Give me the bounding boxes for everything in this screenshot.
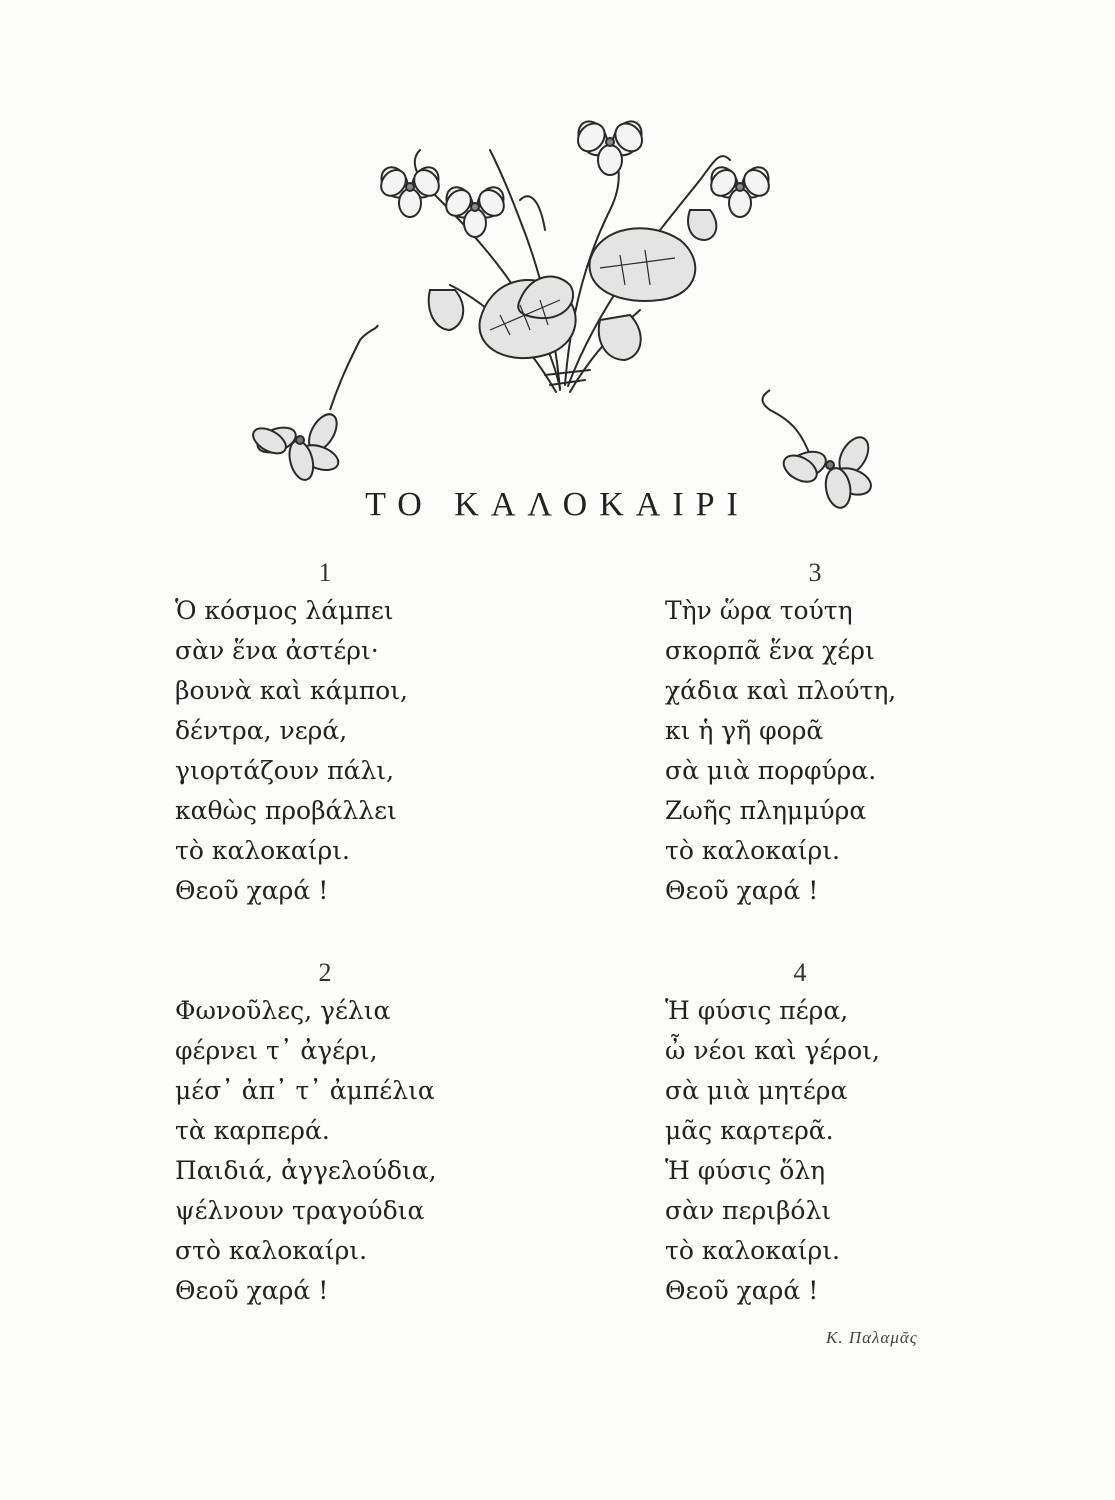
- verse-lines: [665, 591, 985, 911]
- verse-line: κι ἡ γῆ φορᾶ: [665, 716, 824, 745]
- verse-line: Θεοῦ χαρά !: [175, 876, 329, 905]
- stanza-number: 2: [318, 958, 332, 987]
- verse-lines: [175, 591, 495, 911]
- verse-line: Φωνοῦλες, γέλια: [175, 996, 391, 1025]
- stanza-number: 4: [793, 958, 807, 987]
- verse-line: σὰ μιὰ μητέρα: [665, 1076, 848, 1105]
- stanza: [175, 555, 495, 911]
- verse-line: σὰν ἕνα ἀστέρι·: [175, 636, 379, 665]
- verse-line: Παιδιά, ἀγγελούδια,: [175, 1156, 437, 1185]
- verse-line: μέσ᾽ ἀπ᾽ τ᾽ ἀμπέλια: [175, 1076, 435, 1105]
- verse-line: βουνὰ καὶ κάμποι,: [175, 676, 408, 705]
- stanza-number: 1: [318, 558, 332, 587]
- verse-line: Θεοῦ χαρά !: [665, 1276, 819, 1305]
- verse-line: στὸ καλοκαίρι.: [175, 1236, 368, 1265]
- verse-line: γιορτάζουν πάλι,: [175, 756, 395, 785]
- verse-line: Θεοῦ χαρά !: [665, 876, 819, 905]
- stanza: [665, 555, 985, 911]
- verse-line: ὦ νέοι καὶ γέροι,: [665, 1036, 880, 1065]
- stanza: [175, 955, 495, 1311]
- verse-line: σὰν περιβόλι: [665, 1196, 832, 1225]
- stanza: [665, 955, 985, 1311]
- verse-line: ψέλνουν τραγούδια: [175, 1196, 425, 1225]
- verse-line: τὸ καλοκαίρι.: [665, 1236, 840, 1265]
- verse-lines: [665, 991, 985, 1311]
- verse-line: τὸ καλοκαίρι.: [665, 836, 840, 865]
- verse-line: σκορπᾶ ἕνα χέρι: [665, 636, 875, 665]
- verse-line: μᾶς καρτερᾶ.: [665, 1116, 834, 1145]
- verse-line: φέρνει τ᾽ ἀγέρι,: [175, 1036, 378, 1065]
- verse-line: τὰ καρπερά.: [175, 1116, 330, 1145]
- verse-line: Ἡ φύσις πέρα,: [665, 996, 849, 1025]
- verse-line: χάδια καὶ πλούτη,: [665, 676, 897, 705]
- verse-line: Ζωῆς πλημμύρα: [665, 796, 867, 825]
- violets-illustration-icon: [0, 0, 1115, 520]
- verse-line: Θεοῦ χαρά !: [175, 1276, 329, 1305]
- verse-line: δέντρα, νερά,: [175, 716, 348, 745]
- verse-line: Ἡ φύσις ὅλη: [665, 1156, 826, 1185]
- verse-line: Τὴν ὥρα τούτη: [665, 596, 853, 625]
- poem-title: ΤΟ ΚΑΛΟΚΑΙΡΙ: [365, 486, 750, 523]
- stanza-number: 3: [808, 558, 822, 587]
- verse-lines: [175, 991, 495, 1311]
- author-signature: Κ. Παλαμᾶς: [826, 1328, 918, 1347]
- verse-line: Ὁ κόσμος λάμπει: [175, 596, 394, 625]
- verse-line: σὰ μιὰ πορφύρα.: [665, 756, 877, 785]
- verse-line: τὸ καλοκαίρι.: [175, 836, 350, 865]
- verse-line: καθὼς προβάλλει: [175, 796, 397, 825]
